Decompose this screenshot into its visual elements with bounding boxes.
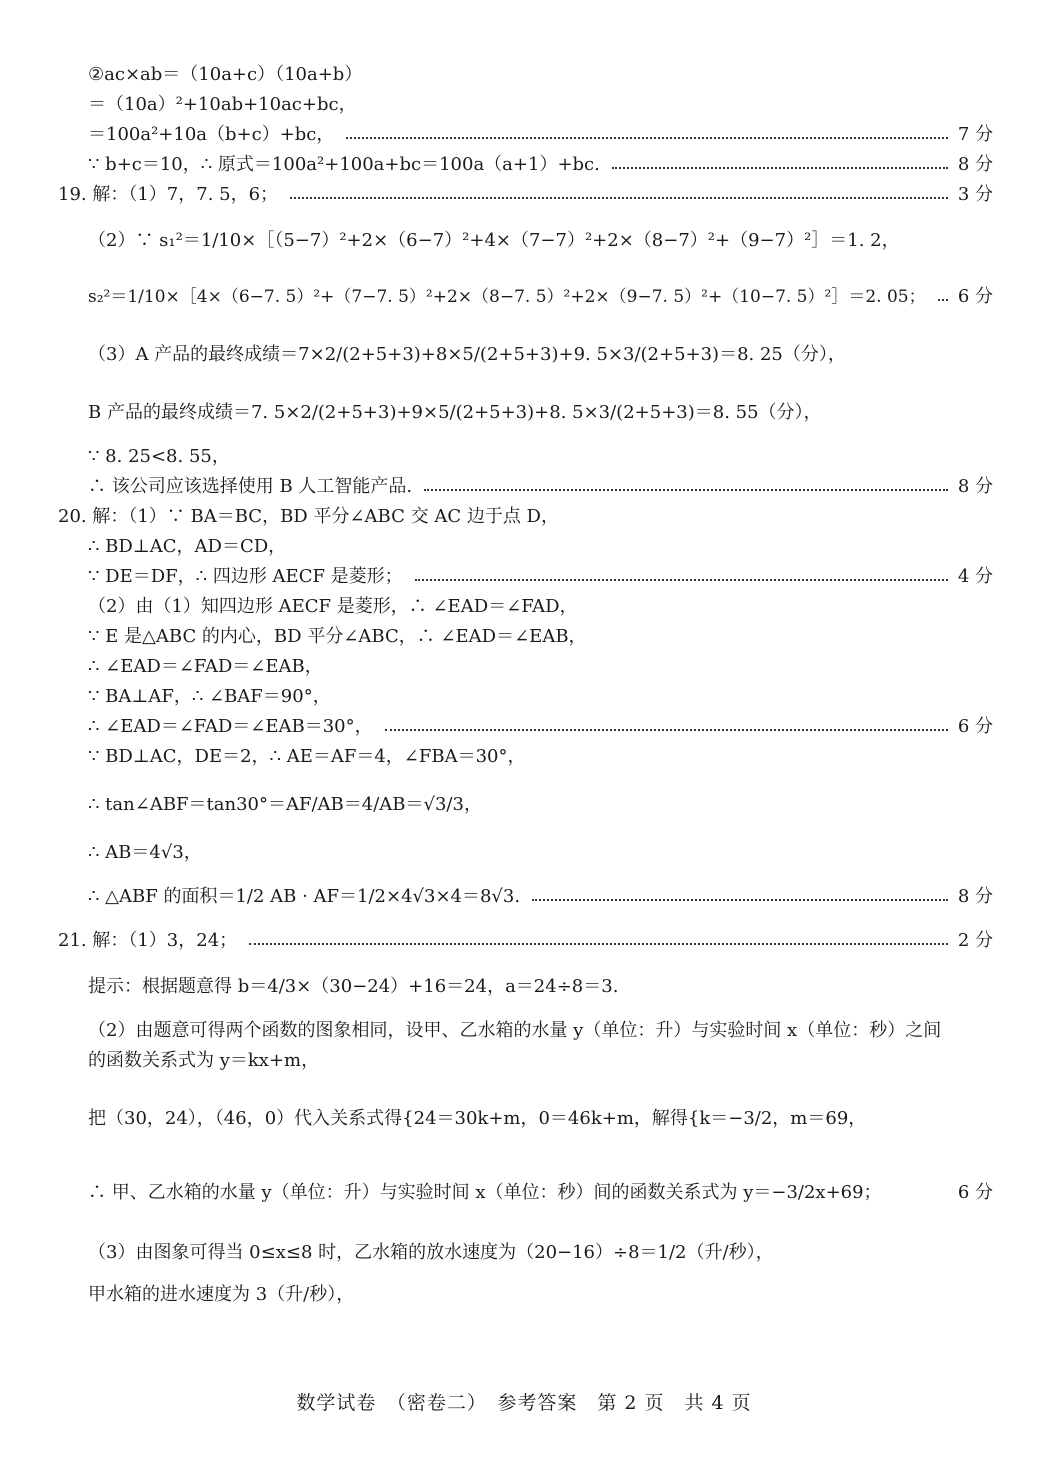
answer-text: ∴ AB＝4√3， — [88, 842, 202, 863]
answer-text: （2）由（1）知四边形 AECF 是菱形，∴ ∠EAD＝∠FAD， — [88, 596, 578, 617]
line-3 — [0, 120, 1048, 150]
q19-3a — [0, 340, 1048, 370]
q19-3c — [0, 442, 1048, 472]
score-points: 8 分 — [957, 476, 993, 497]
answer-text: 21. 解：（1）3，24； — [58, 930, 238, 951]
q19-3d — [0, 472, 1048, 502]
answer-text: B 产品的最终成绩＝7. 5×2/(2+5+3)+9×5/(2+5+3)+8. 5×3/(2+5+3)＝8. 55（分）， — [88, 402, 822, 423]
line-1 — [0, 60, 1048, 90]
dot-leader — [424, 472, 948, 491]
q21-hint — [0, 972, 1048, 1002]
score-points: 6 分 — [957, 286, 993, 307]
score-points: 8 分 — [957, 154, 993, 175]
dot-leader — [385, 712, 948, 731]
dot-leader — [612, 150, 948, 169]
score-points: 2 分 — [957, 930, 993, 951]
answer-text: （3）由图象可得当 0≤x≤8 时，乙水箱的放水速度为（20−16）÷8＝1/2（升/秒）， — [88, 1242, 774, 1263]
answer-text: ∴ ∠EAD＝∠FAD＝∠EAB， — [88, 656, 323, 677]
answer-text: ∴ tan∠ABF＝tan30°＝AF/AB＝4/AB＝√3/3， — [88, 794, 482, 815]
q21-3a — [0, 1238, 1048, 1268]
q21-2a — [0, 1016, 1048, 1046]
score-points: 6 分 — [957, 1182, 993, 1203]
q19-3b — [0, 398, 1048, 428]
dot-leader — [532, 882, 948, 901]
dot-leader — [249, 926, 948, 945]
answer-text: ∴ 该公司应该选择使用 B 人工智能产品. — [88, 476, 413, 497]
q21-3b — [0, 1280, 1048, 1310]
answer-text: ∴ BD⊥AC，AD＝CD， — [88, 536, 287, 557]
score-points: 7 分 — [957, 124, 993, 145]
answer-text: 的函数关系式为 y＝kx+m， — [88, 1050, 320, 1071]
answer-text: 提示：根据题意得 b＝4/3×（30−24）+16＝24，a＝24÷8＝3. — [88, 976, 619, 997]
answer-text: ∴ 甲、乙水箱的水量 y（单位：升）与实验时间 x（单位：秒）间的函数关系式为 y＝−3/2x+69； — [88, 1182, 882, 1203]
q20-b — [0, 532, 1048, 562]
q20-i — [0, 742, 1048, 772]
answer-text: （3）A 产品的最终成绩＝7×2/(2+5+3)+8×5/(2+5+3)+9. 5×3/(2+5+3)＝8. 25（分）， — [88, 344, 846, 365]
answer-text: ∵ BA⊥AF，∴ ∠BAF＝90°， — [88, 686, 331, 707]
answer-text: ∵ 8. 25<8. 55， — [88, 446, 230, 467]
q20-header — [0, 502, 1048, 532]
expr-text: ＝（10a）²+10ab+10ac+bc， — [88, 94, 357, 115]
q20-f — [0, 652, 1048, 682]
score-points: 4 分 — [957, 566, 993, 587]
score-points: 6 分 — [957, 716, 993, 737]
answer-text: 把（30，24），（46，0）代入关系式得{24＝30k+m，0＝46k+m，解得{k＝−3/2，m＝69， — [88, 1108, 867, 1129]
q19-2a — [0, 226, 1048, 256]
answer-text: （2）∵ s₁²＝1/10×［（5−7）²+2×（6−7）²+4×（7−7）²+2×（8−7）²+（9−7）²］＝1. 2， — [88, 230, 900, 251]
expr-text: ∵ b+c＝10，∴ 原式＝100a²+100a+bc＝100a（a+1）+bc. — [88, 154, 600, 175]
q19-header — [0, 180, 1048, 210]
q20-c — [0, 562, 1048, 592]
expr-text: ＝100a²+10a（b+c）+bc， — [88, 124, 335, 145]
line-2 — [0, 90, 1048, 120]
q20-d — [0, 592, 1048, 622]
q20-l — [0, 882, 1048, 912]
answer-text: 甲水箱的进水速度为 3（升/秒）， — [88, 1284, 355, 1305]
q21-2d — [0, 1178, 1048, 1208]
line-4 — [0, 150, 1048, 180]
dot-leader — [290, 180, 948, 199]
q20-g — [0, 682, 1048, 712]
expr-text: ②ac×ab＝（10a+c）（10a+b） — [88, 64, 363, 85]
dot-leader — [938, 282, 948, 301]
dot-leader — [415, 562, 948, 581]
answer-text: s₂²＝1/10×［4×（6−7. 5）²+（7−7. 5）²+2×（8−7. 5）²+2×（9−7. 5）²+（10−7. 5）²］＝2. 05； — [88, 287, 926, 307]
answer-text: （2）由题意可得两个函数的图象相同，设甲、乙水箱的水量 y（单位：升）与实验时间 x（单位：秒）之间 — [88, 1020, 942, 1041]
q20-j — [0, 790, 1048, 820]
q21-2b — [0, 1046, 1048, 1076]
answer-text: ∵ E 是△ABC 的内心，BD 平分∠ABC，∴ ∠EAD＝∠EAB， — [88, 626, 587, 647]
page-footer: 数学试卷 （密卷二） 参考答案 第 2 页 共 4 页 — [296, 1392, 752, 1414]
q21-2c — [0, 1104, 1048, 1134]
answer-text: ∴ ∠EAD＝∠FAD＝∠EAB＝30°， — [88, 716, 373, 737]
answer-text: ∵ DE＝DF，∴ 四边形 AECF 是菱形； — [88, 566, 403, 587]
q20-e — [0, 622, 1048, 652]
q19-2b — [0, 282, 1048, 312]
q21-header — [0, 926, 1048, 956]
answer-text: 20. 解：（1）∵ BA＝BC，BD 平分∠ABC 交 AC 边于点 D， — [58, 506, 559, 527]
q20-h — [0, 712, 1048, 742]
score-points: 8 分 — [957, 886, 993, 907]
answer-text: ∴ △ABF 的面积＝1/2 AB · AF＝1/2×4√3×4＝8√3. — [88, 886, 521, 907]
score-points: 3 分 — [957, 184, 993, 205]
answer-text: 19. 解：（1）7，7. 5，6； — [58, 184, 279, 205]
q20-k — [0, 838, 1048, 868]
dot-leader — [346, 120, 948, 139]
answer-text: ∵ BD⊥AC，DE＝2，∴ AE＝AF＝4，∠FBA＝30°， — [88, 746, 526, 767]
